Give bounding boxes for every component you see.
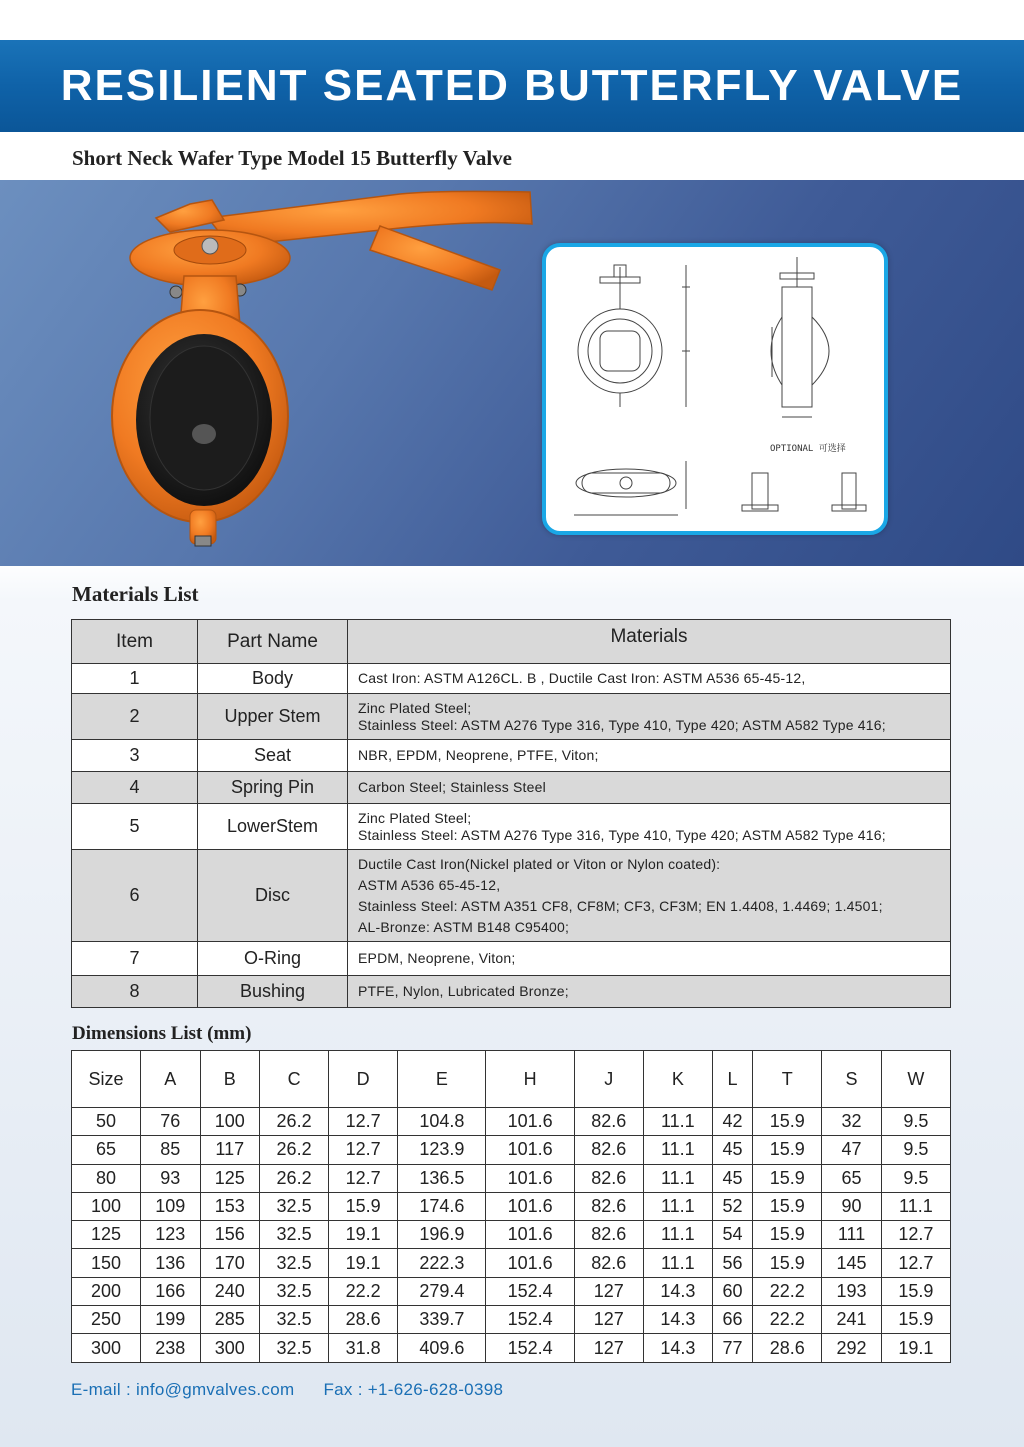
dim-cell: 196.9 [398, 1221, 486, 1249]
dim-cell: 339.7 [398, 1306, 486, 1334]
dimensions-row [72, 1334, 951, 1362]
dim-cell: 19.1 [881, 1334, 950, 1362]
dim-cell: 100 [200, 1108, 260, 1136]
dim-header-e: E [398, 1051, 486, 1108]
item-number: 5 [72, 804, 198, 850]
part-name: Disc [198, 850, 348, 942]
dim-cell: 292 [822, 1334, 882, 1362]
dim-cell: 193 [822, 1277, 882, 1305]
dim-cell: 14.3 [643, 1277, 712, 1305]
dim-cell: 22.2 [753, 1306, 822, 1334]
materials-cell [348, 694, 951, 740]
item-number: 2 [72, 694, 198, 740]
dim-cell: 238 [141, 1334, 201, 1362]
dim-cell: 100 [72, 1192, 141, 1220]
optional-label: OPTIONAL 可选择 [770, 444, 846, 454]
materials-table [71, 619, 951, 1008]
dim-cell: 11.1 [881, 1192, 950, 1220]
dim-cell: 11.1 [643, 1192, 712, 1220]
materials-cell [348, 850, 951, 942]
product-subtitle: Short Neck Wafer Type Model 15 Butterfly Valve [72, 146, 513, 170]
dim-cell: 101.6 [486, 1108, 574, 1136]
dimensions-row [72, 1277, 951, 1305]
dim-cell: 26.2 [260, 1164, 329, 1192]
dim-cell: 31.8 [329, 1334, 398, 1362]
dim-cell: 32.5 [260, 1249, 329, 1277]
material-line: AL-Bronze: ASTM B148 C95400; [358, 918, 570, 935]
dim-cell: 28.6 [753, 1334, 822, 1362]
dim-cell: 279.4 [398, 1277, 486, 1305]
dim-cell: 32.5 [260, 1306, 329, 1334]
dim-cell: 76 [141, 1108, 201, 1136]
fax-text: Fax : +1-626-628-0398 [323, 1380, 504, 1399]
item-number: 1 [72, 664, 198, 694]
dim-cell: 82.6 [574, 1221, 643, 1249]
materials-cell [348, 976, 951, 1008]
materials-cell [348, 942, 951, 976]
part-name: O-Ring [198, 942, 348, 976]
dim-cell: 127 [574, 1306, 643, 1334]
dim-cell: 32 [822, 1108, 882, 1136]
materials-cell [348, 804, 951, 850]
email-text: E-mail : info@gmvalves.com [71, 1380, 295, 1399]
item-number: 6 [72, 850, 198, 942]
part-name: LowerStem [198, 804, 348, 850]
dim-cell: 174.6 [398, 1192, 486, 1220]
materials-row [72, 804, 951, 850]
materials-row [72, 850, 951, 942]
dim-cell: 117 [200, 1136, 260, 1164]
dim-cell: 12.7 [881, 1249, 950, 1277]
dim-cell: 409.6 [398, 1334, 486, 1362]
dim-cell: 15.9 [329, 1192, 398, 1220]
dim-cell: 11.1 [643, 1136, 712, 1164]
header-item: Item [72, 620, 198, 664]
dim-cell: 45 [712, 1164, 752, 1192]
dimensions-row [72, 1306, 951, 1334]
dim-header-a: A [141, 1051, 201, 1108]
dimension-drawing-panel [542, 243, 888, 535]
dim-header-t: T [753, 1051, 822, 1108]
dim-cell: 125 [200, 1164, 260, 1192]
dimension-drawing [546, 247, 884, 531]
dim-cell: 19.1 [329, 1249, 398, 1277]
dim-cell: 145 [822, 1249, 882, 1277]
dim-cell: 200 [72, 1277, 141, 1305]
dim-cell: 65 [822, 1164, 882, 1192]
dim-cell: 80 [72, 1164, 141, 1192]
dim-cell: 152.4 [486, 1277, 574, 1305]
dim-cell: 52 [712, 1192, 752, 1220]
dim-cell: 170 [200, 1249, 260, 1277]
dimensions-row [72, 1164, 951, 1192]
dimensions-row [72, 1108, 951, 1136]
materials-title: Materials List [72, 582, 199, 606]
dim-cell: 65 [72, 1136, 141, 1164]
dim-cell: 109 [141, 1192, 201, 1220]
dim-cell: 101.6 [486, 1164, 574, 1192]
dimensions-row [72, 1221, 951, 1249]
dim-cell: 28.6 [329, 1306, 398, 1334]
dim-cell: 240 [200, 1277, 260, 1305]
dim-cell: 32.5 [260, 1334, 329, 1362]
dim-cell: 15.9 [753, 1108, 822, 1136]
dim-header-c: C [260, 1051, 329, 1108]
material-line: Stainless Steel: ASTM A276 Type 316, Type 410, Type 420; ASTM A582 Type 416; [358, 826, 886, 843]
item-number: 8 [72, 976, 198, 1008]
dim-cell: 82.6 [574, 1108, 643, 1136]
dim-cell: 11.1 [643, 1221, 712, 1249]
dim-cell: 15.9 [753, 1249, 822, 1277]
dimensions-row [72, 1249, 951, 1277]
dim-cell: 12.7 [881, 1221, 950, 1249]
materials-cell [348, 664, 951, 694]
dim-cell: 285 [200, 1306, 260, 1334]
dim-cell: 66 [712, 1306, 752, 1334]
materials-row [72, 740, 951, 772]
materials-row [72, 772, 951, 804]
material-line: Zinc Plated Steel; [358, 699, 472, 716]
dim-cell: 101.6 [486, 1192, 574, 1220]
dim-cell: 82.6 [574, 1136, 643, 1164]
dim-cell: 152.4 [486, 1334, 574, 1362]
dim-header-d: D [329, 1051, 398, 1108]
dim-cell: 123.9 [398, 1136, 486, 1164]
material-line: Ductile Cast Iron(Nickel plated or Viton or Nylon coated): [358, 855, 721, 872]
dim-cell: 32.5 [260, 1192, 329, 1220]
dim-cell: 127 [574, 1334, 643, 1362]
dim-cell: 56 [712, 1249, 752, 1277]
dimensions-row [72, 1192, 951, 1220]
header-part-name: Part Name [198, 620, 348, 664]
part-name: Upper Stem [198, 694, 348, 740]
dim-cell: 127 [574, 1277, 643, 1305]
materials-row [72, 694, 951, 740]
dimensions-title: Dimensions List (mm) [72, 1023, 252, 1044]
materials-row [72, 664, 951, 694]
dim-header-s: S [822, 1051, 882, 1108]
dim-cell: 241 [822, 1306, 882, 1334]
dim-cell: 136 [141, 1249, 201, 1277]
dim-header-w: W [881, 1051, 950, 1108]
dim-header-k: K [643, 1051, 712, 1108]
part-name: Seat [198, 740, 348, 772]
dim-cell: 152.4 [486, 1306, 574, 1334]
material-line: PTFE, Nylon, Lubricated Bronze; [358, 983, 569, 999]
dim-cell: 26.2 [260, 1136, 329, 1164]
dim-header-l: L [712, 1051, 752, 1108]
dim-cell: 199 [141, 1306, 201, 1334]
dim-cell: 32.5 [260, 1221, 329, 1249]
dim-cell: 19.1 [329, 1221, 398, 1249]
dim-cell: 15.9 [753, 1192, 822, 1220]
dim-cell: 54 [712, 1221, 752, 1249]
dim-cell: 50 [72, 1108, 141, 1136]
item-number: 7 [72, 942, 198, 976]
item-number: 4 [72, 772, 198, 804]
material-line: NBR, EPDM, Neoprene, PTFE, Viton; [358, 747, 599, 763]
material-line: Stainless Steel: ASTM A351 CF8, CF8M; CF3, CF3M; EN 1.4408, 1.4469; 1.4501; [358, 897, 883, 914]
dim-cell: 101.6 [486, 1249, 574, 1277]
dim-cell: 9.5 [881, 1108, 950, 1136]
dim-cell: 14.3 [643, 1306, 712, 1334]
dim-cell: 11.1 [643, 1164, 712, 1192]
dim-cell: 15.9 [753, 1164, 822, 1192]
material-line: Stainless Steel: ASTM A276 Type 316, Type 410, Type 420; ASTM A582 Type 416; [358, 716, 886, 733]
dimensions-row [72, 1136, 951, 1164]
dim-cell: 123 [141, 1221, 201, 1249]
part-name: Body [198, 664, 348, 694]
dim-cell: 77 [712, 1334, 752, 1362]
title-banner [0, 40, 1024, 132]
dim-cell: 15.9 [881, 1277, 950, 1305]
material-line: Cast Iron: ASTM A126CL. B , Ductile Cast Iron: ASTM A536 65-45-12, [358, 670, 806, 686]
header-materials: Materials [348, 620, 951, 664]
dim-cell: 12.7 [329, 1108, 398, 1136]
dim-cell: 45 [712, 1136, 752, 1164]
material-line: Carbon Steel; Stainless Steel [358, 779, 546, 795]
dimensions-header-row [72, 1051, 951, 1108]
contact-footer [71, 1380, 527, 1400]
dim-cell: 15.9 [753, 1221, 822, 1249]
dim-cell: 153 [200, 1192, 260, 1220]
materials-cell [348, 772, 951, 804]
part-name: Spring Pin [198, 772, 348, 804]
item-number: 3 [72, 740, 198, 772]
dim-cell: 101.6 [486, 1221, 574, 1249]
page-title: RESILIENT SEATED BUTTERFLY VALVE [60, 61, 964, 110]
dim-cell: 82.6 [574, 1249, 643, 1277]
dim-header-h: H [486, 1051, 574, 1108]
dim-cell: 156 [200, 1221, 260, 1249]
dim-cell: 300 [72, 1334, 141, 1362]
dim-cell: 22.2 [329, 1277, 398, 1305]
dim-cell: 22.2 [753, 1277, 822, 1305]
dim-cell: 85 [141, 1136, 201, 1164]
dim-cell: 32.5 [260, 1277, 329, 1305]
material-line: EPDM, Neoprene, Viton; [358, 950, 516, 966]
dim-cell: 82.6 [574, 1192, 643, 1220]
dim-cell: 12.7 [329, 1164, 398, 1192]
dim-cell: 82.6 [574, 1164, 643, 1192]
dim-header-size: Size [72, 1051, 141, 1108]
dim-cell: 60 [712, 1277, 752, 1305]
dim-cell: 11.1 [643, 1249, 712, 1277]
dim-cell: 150 [72, 1249, 141, 1277]
dim-cell: 47 [822, 1136, 882, 1164]
dim-header-b: B [200, 1051, 260, 1108]
dim-cell: 11.1 [643, 1108, 712, 1136]
dim-header-j: J [574, 1051, 643, 1108]
dim-cell: 9.5 [881, 1164, 950, 1192]
dim-cell: 42 [712, 1108, 752, 1136]
part-name: Bushing [198, 976, 348, 1008]
dim-cell: 111 [822, 1221, 882, 1249]
dim-cell: 166 [141, 1277, 201, 1305]
dim-cell: 101.6 [486, 1136, 574, 1164]
dim-cell: 93 [141, 1164, 201, 1192]
materials-row [72, 976, 951, 1008]
dim-cell: 300 [200, 1334, 260, 1362]
dim-cell: 104.8 [398, 1108, 486, 1136]
dim-cell: 15.9 [753, 1136, 822, 1164]
dim-cell: 12.7 [329, 1136, 398, 1164]
product-hero [0, 180, 1024, 566]
materials-cell [348, 740, 951, 772]
dim-cell: 9.5 [881, 1136, 950, 1164]
dim-cell: 250 [72, 1306, 141, 1334]
dim-cell: 14.3 [643, 1334, 712, 1362]
material-line: ASTM A536 65-45-12, [358, 876, 501, 893]
dim-cell: 90 [822, 1192, 882, 1220]
valve-image [100, 180, 540, 566]
materials-header-row [72, 620, 951, 664]
material-line: Zinc Plated Steel; [358, 809, 472, 826]
dim-cell: 125 [72, 1221, 141, 1249]
dim-cell: 26.2 [260, 1108, 329, 1136]
dim-cell: 222.3 [398, 1249, 486, 1277]
materials-row [72, 942, 951, 976]
dim-cell: 136.5 [398, 1164, 486, 1192]
dim-cell: 15.9 [881, 1306, 950, 1334]
dimensions-table [71, 1050, 951, 1363]
